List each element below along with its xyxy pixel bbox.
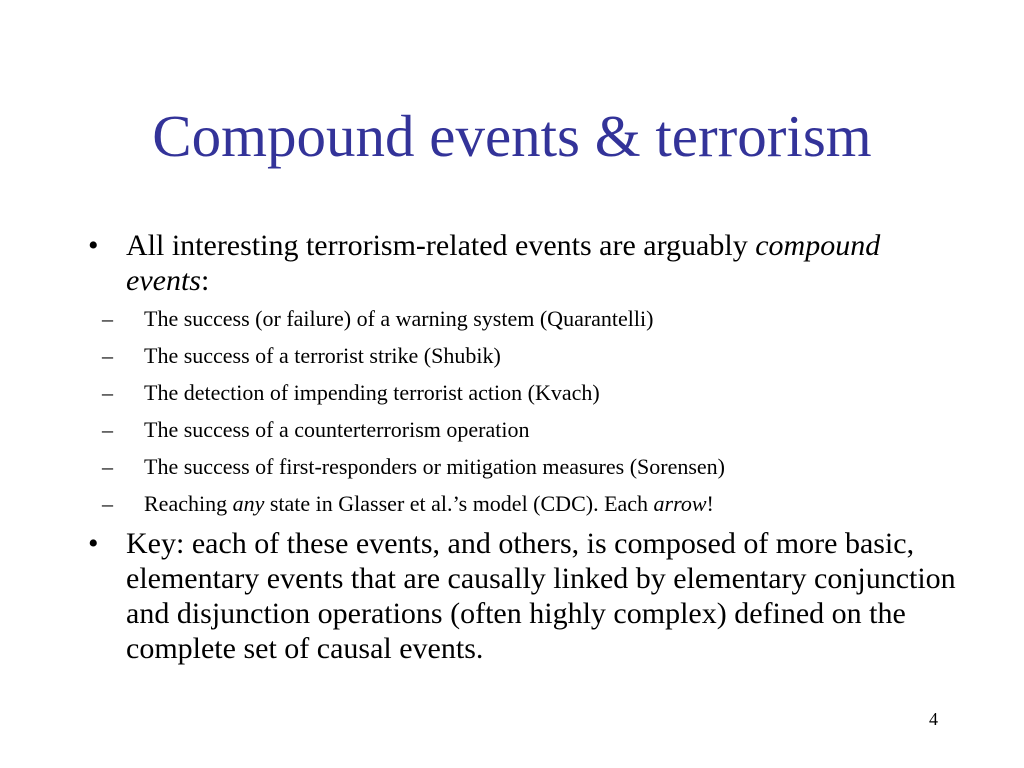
subitem (98, 452, 968, 482)
subitem-text: The success of a counterterrorism operation (144, 417, 530, 442)
dash-icon: – (102, 380, 113, 405)
slide-body (88, 228, 968, 666)
bullet-icon: • (88, 229, 99, 262)
subitem-glasser-model (98, 489, 968, 519)
subitem (98, 304, 968, 334)
subitem (98, 341, 968, 371)
bullet-text-italic: compound events (126, 229, 881, 297)
bullet-text-before: All interesting terrorism-related events are arguably (126, 229, 756, 262)
subitem-text: The success (or failure) of a warning system (Quarantelli) (144, 306, 654, 331)
bullet-text-after: : (200, 264, 210, 297)
subitem-part1: Reaching (144, 491, 233, 516)
subitem-text: The success of first-responders or mitigation measures (Sorensen) (144, 454, 726, 479)
subitem (98, 378, 968, 408)
subitem (98, 415, 968, 445)
slide-title: Compound events & terrorism (152, 103, 872, 169)
bullet-item-compound-events (88, 228, 968, 298)
subitem-italic-any: any (232, 491, 265, 516)
subitem-text: The detection of impending terrorist action (Kvach) (144, 380, 600, 405)
subitem-part2: state in Glasser et al.’s model (CDC). Each (264, 491, 654, 516)
dash-icon: – (102, 417, 113, 442)
bullet-icon: • (88, 527, 99, 560)
subitem-text: The success of a terrorist strike (Shubik) (144, 343, 501, 368)
subitem-italic-arrow: arrow (653, 491, 707, 516)
dash-icon: – (102, 454, 113, 479)
dash-icon: – (102, 306, 113, 331)
bullet-text: Key: each of these events, and others, is composed of more basic, elementary events that are causally linked by elementary conjunction and disjunction operations (often highly complex) defined on the complete set of causal events. (126, 527, 956, 665)
bullet-item-key (88, 526, 968, 666)
dash-icon: – (102, 343, 113, 368)
dash-icon: – (102, 491, 113, 516)
page-number: 4 (929, 709, 938, 729)
subitem-list (88, 304, 968, 519)
subitem-part3: ! (706, 491, 714, 516)
